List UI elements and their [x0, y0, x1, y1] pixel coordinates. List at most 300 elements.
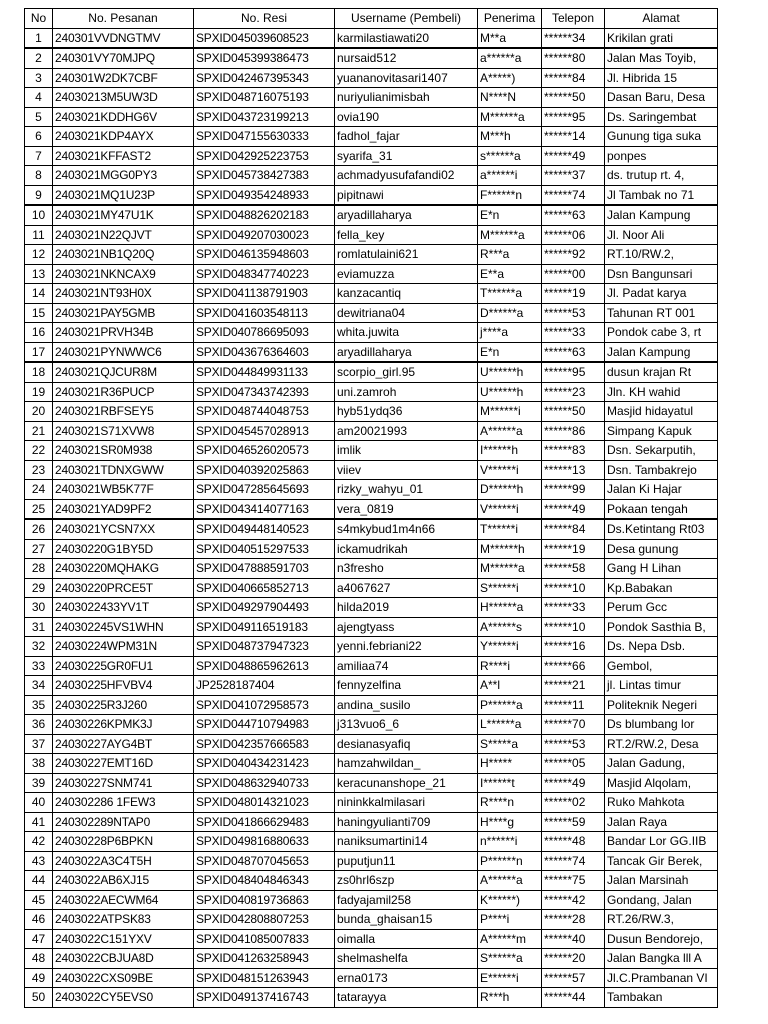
tracking-number-cell: SPXID041866629483	[194, 812, 335, 832]
tracking-number-cell: SPXID047343742393	[194, 382, 335, 402]
recipient-name-cell: M******i	[478, 402, 542, 422]
buyer-username-cell: karmilastiawati20	[335, 28, 478, 48]
buyer-username-cell: tatarayya	[335, 988, 478, 1008]
phone-number-cell: ******83	[542, 441, 605, 461]
tracking-number-cell: SPXID049116519183	[194, 617, 335, 637]
row-number-cell: 15	[25, 303, 53, 323]
buyer-username-cell: puputjun11	[335, 851, 478, 871]
recipient-name-cell: M***h	[478, 127, 542, 147]
buyer-username-cell: ickamudrikah	[335, 539, 478, 559]
phone-number-cell: ******63	[542, 342, 605, 362]
table-row	[25, 910, 718, 930]
tracking-number-cell: SPXID044710794983	[194, 715, 335, 735]
recipient-name-cell: M******h	[478, 539, 542, 559]
table-row	[25, 851, 718, 871]
table-row	[25, 617, 718, 637]
row-number-cell: 45	[25, 890, 53, 910]
row-number-cell: 49	[25, 968, 53, 988]
recipient-name-cell: S******i	[478, 578, 542, 598]
recipient-name-cell: I******h	[478, 441, 542, 461]
recipient-name-cell: R***a	[478, 245, 542, 265]
phone-number-cell: ******95	[542, 362, 605, 382]
phone-number-cell: ******19	[542, 284, 605, 304]
row-number-cell: 25	[25, 499, 53, 519]
tracking-number-cell: SPXID048707045653	[194, 851, 335, 871]
buyer-username-cell: ovia190	[335, 107, 478, 127]
buyer-username-cell: hyb51ydq36	[335, 402, 478, 422]
row-number-cell: 19	[25, 382, 53, 402]
address-cell: Dsn. Tambakrejo	[605, 460, 718, 480]
tracking-number-cell: SPXID045738427383	[194, 166, 335, 186]
buyer-username-cell: shelmashelfa	[335, 949, 478, 969]
table-row	[25, 48, 718, 68]
address-cell: Jalan Raya	[605, 812, 718, 832]
recipient-name-cell: T******a	[478, 284, 542, 304]
recipient-name-cell: A******m	[478, 929, 542, 949]
phone-number-cell: ******86	[542, 421, 605, 441]
buyer-username-cell: n3fresho	[335, 559, 478, 579]
tracking-number-cell: SPXID045399386473	[194, 48, 335, 68]
recipient-name-cell: N****N	[478, 88, 542, 108]
address-cell: Jl Tambak no 71	[605, 185, 718, 205]
recipient-name-cell: S******a	[478, 949, 542, 969]
table-row	[25, 988, 718, 1008]
buyer-username-cell: fadhol_fajar	[335, 127, 478, 147]
address-cell: RT.26/RW.3,	[605, 910, 718, 930]
order-number-cell: 2403021PYNWWC6	[53, 342, 194, 362]
row-number-cell: 17	[25, 342, 53, 362]
phone-number-cell: ******40	[542, 929, 605, 949]
phone-number-cell: ******16	[542, 637, 605, 657]
buyer-username-cell: yuananovitasari1407	[335, 68, 478, 88]
order-number-cell: 24030220MQHAKG	[53, 559, 194, 579]
phone-number-cell: ******49	[542, 773, 605, 793]
order-number-cell: 240301VVDNGTMV	[53, 28, 194, 48]
table-row	[25, 734, 718, 754]
recipient-name-cell: F******n	[478, 185, 542, 205]
phone-number-cell: ******11	[542, 695, 605, 715]
phone-number-cell: ******74	[542, 185, 605, 205]
table-row	[25, 598, 718, 618]
table-row	[25, 676, 718, 696]
order-number-cell: 2403021YCSN7XX	[53, 519, 194, 539]
tracking-number-cell: SPXID042357666583	[194, 734, 335, 754]
row-number-cell: 39	[25, 773, 53, 793]
address-cell: Jalan Gadung,	[605, 754, 718, 774]
tracking-number-cell: SPXID040392025863	[194, 460, 335, 480]
buyer-username-cell: uni.zamroh	[335, 382, 478, 402]
address-cell: Jalan Ki Hajar	[605, 480, 718, 500]
phone-number-cell: ******10	[542, 617, 605, 637]
row-number-cell: 42	[25, 832, 53, 852]
row-number-cell: 24	[25, 480, 53, 500]
buyer-username-cell: whita.juwita	[335, 323, 478, 343]
tracking-number-cell: SPXID043414077163	[194, 499, 335, 519]
address-cell: Masjid Alqolam,	[605, 773, 718, 793]
tracking-number-cell: SPXID046526020573	[194, 441, 335, 461]
col-telepon-header: Telepon	[542, 9, 605, 29]
row-number-cell: 22	[25, 441, 53, 461]
table-row	[25, 695, 718, 715]
recipient-name-cell: T******i	[478, 519, 542, 539]
row-number-cell: 36	[25, 715, 53, 735]
table-row	[25, 323, 718, 343]
row-number-cell: 28	[25, 559, 53, 579]
recipient-name-cell: E**a	[478, 264, 542, 284]
buyer-username-cell: oimalla	[335, 929, 478, 949]
recipient-name-cell: R***h	[478, 988, 542, 1008]
tracking-number-cell: SPXID048716075193	[194, 88, 335, 108]
tracking-number-cell: SPXID043676364603	[194, 342, 335, 362]
buyer-username-cell: scorpio_girl.95	[335, 362, 478, 382]
address-cell: Jalan Kampung	[605, 342, 718, 362]
phone-number-cell: ******20	[542, 949, 605, 969]
order-number-cell: 24030220PRCE5T	[53, 578, 194, 598]
order-number-cell: 2403022CBJUA8D	[53, 949, 194, 969]
order-number-cell: 2403021KFFAST2	[53, 146, 194, 166]
tracking-number-cell: SPXID047155630333	[194, 127, 335, 147]
buyer-username-cell: achmadyusufafandi02	[335, 166, 478, 186]
row-number-cell: 23	[25, 460, 53, 480]
buyer-username-cell: eviamuzza	[335, 264, 478, 284]
tracking-number-cell: SPXID048404846343	[194, 871, 335, 891]
row-number-cell: 46	[25, 910, 53, 930]
address-cell: ponpes	[605, 146, 718, 166]
tracking-number-cell: SPXID048737947323	[194, 637, 335, 657]
address-cell: RT.10/RW.2,	[605, 245, 718, 265]
row-number-cell: 50	[25, 988, 53, 1008]
phone-number-cell: ******75	[542, 871, 605, 891]
table-row	[25, 499, 718, 519]
buyer-username-cell: yenni.febriani22	[335, 637, 478, 657]
table-row	[25, 460, 718, 480]
address-cell: Pondok cabe 3, rt	[605, 323, 718, 343]
table-row	[25, 88, 718, 108]
order-number-cell: 2403021SR0M938	[53, 441, 194, 461]
phone-number-cell: ******23	[542, 382, 605, 402]
row-number-cell: 14	[25, 284, 53, 304]
row-number-cell: 5	[25, 107, 53, 127]
tracking-number-cell: SPXID042808807253	[194, 910, 335, 930]
row-number-cell: 31	[25, 617, 53, 637]
recipient-name-cell: U******h	[478, 362, 542, 382]
order-number-cell: 2403021NB1Q20Q	[53, 245, 194, 265]
address-cell: RT.2/RW.2, Desa	[605, 734, 718, 754]
table-row	[25, 890, 718, 910]
recipient-name-cell: H****g	[478, 812, 542, 832]
recipient-name-cell: S*****a	[478, 734, 542, 754]
order-number-cell: 24030220G1BY5D	[53, 539, 194, 559]
address-cell: Ds blumbang lor	[605, 715, 718, 735]
order-number-cell: 2403021NKNCAX9	[53, 264, 194, 284]
recipient-name-cell: A******a	[478, 421, 542, 441]
row-number-cell: 1	[25, 28, 53, 48]
row-number-cell: 7	[25, 146, 53, 166]
order-number-cell: 2403021RBFSEY5	[53, 402, 194, 422]
order-number-cell: 240301W2DK7CBF	[53, 68, 194, 88]
row-number-cell: 27	[25, 539, 53, 559]
buyer-username-cell: hilda2019	[335, 598, 478, 618]
row-number-cell: 44	[25, 871, 53, 891]
buyer-username-cell: syarifa_31	[335, 146, 478, 166]
phone-number-cell: ******50	[542, 402, 605, 422]
buyer-username-cell: a4067627	[335, 578, 478, 598]
phone-number-cell: ******99	[542, 480, 605, 500]
table-row	[25, 871, 718, 891]
table-row	[25, 441, 718, 461]
tracking-number-cell: SPXID049207030023	[194, 225, 335, 245]
recipient-name-cell: A*****)	[478, 68, 542, 88]
row-number-cell: 18	[25, 362, 53, 382]
address-cell: Jl. Hibrida 15	[605, 68, 718, 88]
tracking-number-cell: SPXID048865962613	[194, 656, 335, 676]
table-row	[25, 127, 718, 147]
tracking-number-cell: SPXID047888591703	[194, 559, 335, 579]
order-number-cell: 2403021S71XVW8	[53, 421, 194, 441]
table-row	[25, 245, 718, 265]
order-number-cell: 2403022CY5EVS0	[53, 988, 194, 1008]
tracking-number-cell: SPXID049137416743	[194, 988, 335, 1008]
recipient-name-cell: E*n	[478, 342, 542, 362]
recipient-name-cell: I******t	[478, 773, 542, 793]
row-number-cell: 30	[25, 598, 53, 618]
order-number-cell: 2403021YAD9PF2	[53, 499, 194, 519]
table-row	[25, 793, 718, 813]
recipient-name-cell: M******a	[478, 225, 542, 245]
address-cell: Jl. Padat karya	[605, 284, 718, 304]
recipient-name-cell: R****i	[478, 656, 542, 676]
table-row	[25, 929, 718, 949]
recipient-name-cell: M**a	[478, 28, 542, 48]
header-row	[25, 9, 718, 29]
col-alamat-header: Alamat	[605, 9, 718, 29]
order-number-cell: 2403021MQ1U23P	[53, 185, 194, 205]
address-cell: Krikilan grati	[605, 28, 718, 48]
address-cell: Simpang Kapuk	[605, 421, 718, 441]
buyer-username-cell: pipitnawi	[335, 185, 478, 205]
row-number-cell: 12	[25, 245, 53, 265]
tracking-number-cell: SPXID041072958573	[194, 695, 335, 715]
order-number-cell: 24030226KPMK3J	[53, 715, 194, 735]
address-cell: Jalan Kampung	[605, 205, 718, 225]
buyer-username-cell: dewitriana04	[335, 303, 478, 323]
table-row	[25, 166, 718, 186]
table-row	[25, 480, 718, 500]
phone-number-cell: ******33	[542, 598, 605, 618]
phone-number-cell: ******21	[542, 676, 605, 696]
row-number-cell: 26	[25, 519, 53, 539]
table-row	[25, 68, 718, 88]
phone-number-cell: ******58	[542, 559, 605, 579]
order-number-cell: 24030227SNM741	[53, 773, 194, 793]
table-row	[25, 812, 718, 832]
address-cell: Jl.C.Prambanan VI	[605, 968, 718, 988]
tracking-number-cell: SPXID041603548113	[194, 303, 335, 323]
buyer-username-cell: fella_key	[335, 225, 478, 245]
phone-number-cell: ******70	[542, 715, 605, 735]
buyer-username-cell: imlik	[335, 441, 478, 461]
table-row	[25, 284, 718, 304]
table-row	[25, 949, 718, 969]
order-number-cell: 2403022AB6XJ15	[53, 871, 194, 891]
order-number-cell: 2403022AECWM64	[53, 890, 194, 910]
phone-number-cell: ******57	[542, 968, 605, 988]
recipient-name-cell: E******i	[478, 968, 542, 988]
table-row	[25, 205, 718, 225]
table-row	[25, 715, 718, 735]
order-number-cell: 24030213M5UW3D	[53, 88, 194, 108]
table-row	[25, 107, 718, 127]
recipient-name-cell: j****a	[478, 323, 542, 343]
address-cell: Ds. Nepa Dsb.	[605, 637, 718, 657]
tracking-number-cell: SPXID048347740223	[194, 264, 335, 284]
tracking-number-cell: SPXID049816880633	[194, 832, 335, 852]
tracking-number-cell: SPXID042925223753	[194, 146, 335, 166]
order-number-cell: 2403021WB5K77F	[53, 480, 194, 500]
order-number-cell: 24030225GR0FU1	[53, 656, 194, 676]
order-number-cell: 240301VY70MJPQ	[53, 48, 194, 68]
order-number-cell: 24030225R3J260	[53, 695, 194, 715]
phone-number-cell: ******49	[542, 499, 605, 519]
phone-number-cell: ******05	[542, 754, 605, 774]
table-row	[25, 773, 718, 793]
row-number-cell: 47	[25, 929, 53, 949]
phone-number-cell: ******14	[542, 127, 605, 147]
buyer-username-cell: nuriyulianimisbah	[335, 88, 478, 108]
address-cell: Ds.Ketintang Rt03	[605, 519, 718, 539]
phone-number-cell: ******13	[542, 460, 605, 480]
buyer-username-cell: kanzacantiq	[335, 284, 478, 304]
buyer-username-cell: romlatulaini621	[335, 245, 478, 265]
recipient-name-cell: P******a	[478, 695, 542, 715]
address-cell: Tancak Gir Berek,	[605, 851, 718, 871]
recipient-name-cell: D******h	[478, 480, 542, 500]
row-number-cell: 34	[25, 676, 53, 696]
table-row	[25, 342, 718, 362]
buyer-username-cell: nursaid512	[335, 48, 478, 68]
order-number-cell: 2403021NT93H0X	[53, 284, 194, 304]
order-number-cell: 2403022433YV1T	[53, 598, 194, 618]
row-number-cell: 8	[25, 166, 53, 186]
order-number-cell: 2403021KDP4AYX	[53, 127, 194, 147]
tracking-number-cell: SPXID048826202183	[194, 205, 335, 225]
phone-number-cell: ******34	[542, 28, 605, 48]
order-number-cell: 24030227AYG4BT	[53, 734, 194, 754]
phone-number-cell: ******00	[542, 264, 605, 284]
phone-number-cell: ******53	[542, 734, 605, 754]
order-number-cell: 2403021PRVH34B	[53, 323, 194, 343]
tracking-number-cell: SPXID042467395343	[194, 68, 335, 88]
row-number-cell: 21	[25, 421, 53, 441]
address-cell: ds. trutup rt. 4,	[605, 166, 718, 186]
row-number-cell: 9	[25, 185, 53, 205]
address-cell: Kp.Babakan	[605, 578, 718, 598]
buyer-username-cell: andina_susilo	[335, 695, 478, 715]
row-number-cell: 4	[25, 88, 53, 108]
address-cell: Bandar Lor GG.IIB	[605, 832, 718, 852]
address-cell: Jalan Mas Toyib,	[605, 48, 718, 68]
buyer-username-cell: erna0173	[335, 968, 478, 988]
recipient-name-cell: s******a	[478, 146, 542, 166]
phone-number-cell: ******59	[542, 812, 605, 832]
recipient-name-cell: K******)	[478, 890, 542, 910]
address-cell: Jalan Marsinah	[605, 871, 718, 891]
col-no-pesanan-header: No. Pesanan	[53, 9, 194, 29]
row-number-cell: 38	[25, 754, 53, 774]
row-number-cell: 40	[25, 793, 53, 813]
address-cell: Dsn. Sekarputih,	[605, 441, 718, 461]
col-penerima-header: Penerima	[478, 9, 542, 29]
buyer-username-cell: nininkkalmilasari	[335, 793, 478, 813]
orders-table	[24, 8, 718, 1008]
recipient-name-cell: A******a	[478, 871, 542, 891]
tracking-number-cell: SPXID043723199213	[194, 107, 335, 127]
recipient-name-cell: M******a	[478, 107, 542, 127]
address-cell: Jln. KH wahid	[605, 382, 718, 402]
buyer-username-cell: hamzahwildan_	[335, 754, 478, 774]
buyer-username-cell: fadyajamil258	[335, 890, 478, 910]
tracking-number-cell: SPXID044849931133	[194, 362, 335, 382]
recipient-name-cell: A**l	[478, 676, 542, 696]
address-cell: Gembol,	[605, 656, 718, 676]
col-no-resi-header: No. Resi	[194, 9, 335, 29]
order-number-cell: 240302286 1FEW3	[53, 793, 194, 813]
order-number-cell: 2403021PAY5GMB	[53, 303, 194, 323]
address-cell: Perum Gcc	[605, 598, 718, 618]
buyer-username-cell: viiev	[335, 460, 478, 480]
order-number-cell: 2403021MGG0PY3	[53, 166, 194, 186]
address-cell: Pondok Sasthia B,	[605, 617, 718, 637]
table-row	[25, 578, 718, 598]
tracking-number-cell: SPXID040819736863	[194, 890, 335, 910]
order-number-cell: 2403022ATPSK83	[53, 910, 194, 930]
phone-number-cell: ******92	[542, 245, 605, 265]
address-cell: Ruko Mahkota	[605, 793, 718, 813]
order-number-cell: 240302289NTAP0	[53, 812, 194, 832]
phone-number-cell: ******33	[542, 323, 605, 343]
tracking-number-cell: SPXID048632940733	[194, 773, 335, 793]
recipient-name-cell: V******i	[478, 460, 542, 480]
phone-number-cell: ******19	[542, 539, 605, 559]
address-cell: jl. Lintas timur	[605, 676, 718, 696]
buyer-username-cell: aryadillaharya	[335, 342, 478, 362]
order-number-cell: 2403021TDNXGWW	[53, 460, 194, 480]
buyer-username-cell: s4mkybud1m4n66	[335, 519, 478, 539]
phone-number-cell: ******44	[542, 988, 605, 1008]
buyer-username-cell: desianasyafiq	[335, 734, 478, 754]
phone-number-cell: ******66	[542, 656, 605, 676]
buyer-username-cell: vera_0819	[335, 499, 478, 519]
order-number-cell: 240302245VS1WHN	[53, 617, 194, 637]
buyer-username-cell: naniksumartini14	[335, 832, 478, 852]
buyer-username-cell: haningyulianti709	[335, 812, 478, 832]
buyer-username-cell: j313vuo6_6	[335, 715, 478, 735]
tracking-number-cell: SPXID048014321023	[194, 793, 335, 813]
phone-number-cell: ******63	[542, 205, 605, 225]
address-cell: Gunung tiga suka	[605, 127, 718, 147]
table-row	[25, 362, 718, 382]
recipient-name-cell: A******s	[478, 617, 542, 637]
tracking-number-cell: SPXID045039608523	[194, 28, 335, 48]
tracking-number-cell: SPXID041138791903	[194, 284, 335, 304]
address-cell: Desa gunung	[605, 539, 718, 559]
phone-number-cell: ******48	[542, 832, 605, 852]
address-cell: Tambakan	[605, 988, 718, 1008]
tracking-number-cell: SPXID041085007833	[194, 929, 335, 949]
row-number-cell: 41	[25, 812, 53, 832]
table-row	[25, 303, 718, 323]
phone-number-cell: ******49	[542, 146, 605, 166]
